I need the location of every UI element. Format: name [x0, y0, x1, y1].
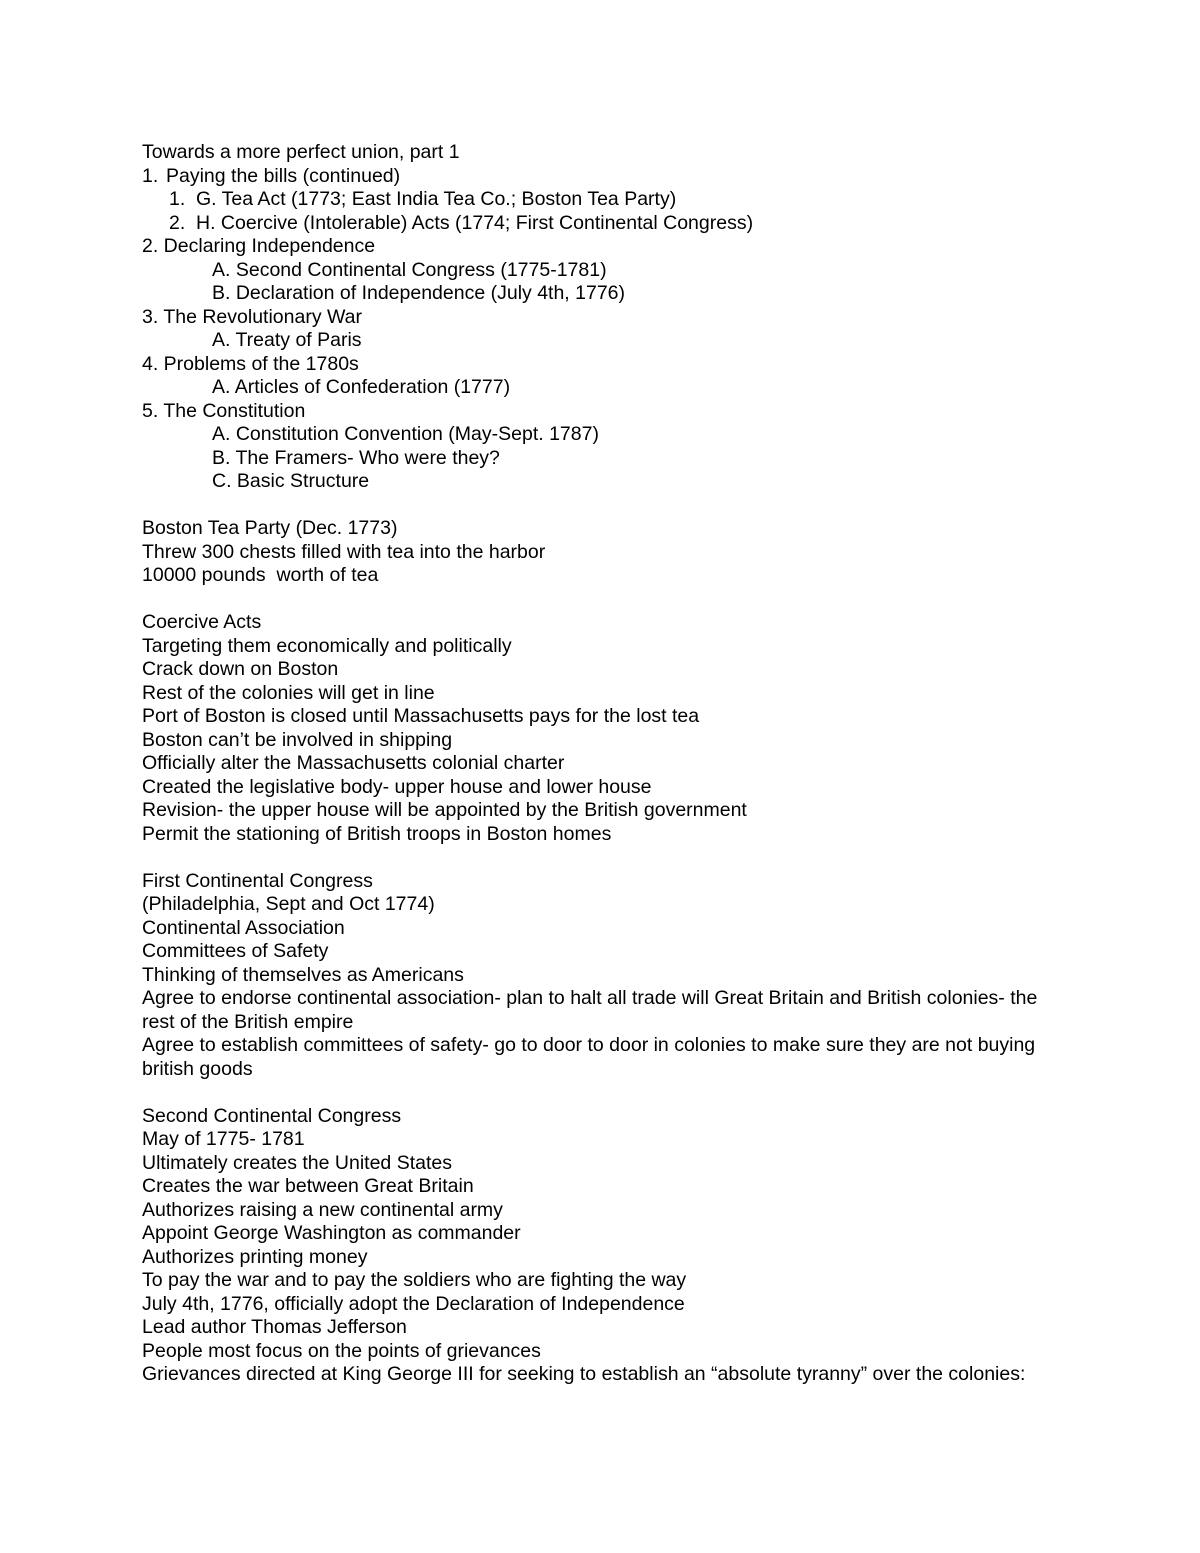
note-line: 10000 pounds worth of tea: [142, 564, 379, 586]
note-line: To pay the war and to pay the soldiers who are fighting the way: [142, 1269, 687, 1291]
section-heading-second-continental-congress: Second Continental Congress: [142, 1104, 402, 1127]
document-body: [142, 141, 1072, 1387]
note-line: Officially alter the Massachusetts colonial charter: [142, 752, 565, 774]
paragraph-gap: [142, 588, 1072, 612]
document-title: Towards a more perfect union, part 1: [142, 141, 460, 163]
section-heading-boston-tea-party: Boston Tea Party (Dec. 1773): [142, 517, 398, 539]
note-line: Authorizes printing money: [142, 1245, 368, 1268]
note-line: May of 1775- 1781: [142, 1128, 305, 1150]
outline-text: H. Coercive (Intolerable) Acts (1774; First Continental Congress): [196, 211, 754, 234]
paragraph-gap: [142, 846, 1072, 870]
outline-subitem: A. Constitution Convention (May-Sept. 1787): [212, 423, 599, 445]
outline-subitem: A. Articles of Confederation (1777): [212, 376, 511, 398]
note-line: Agree to endorse continental association- plan to halt all trade will Great Britain and British colonies- the rest of the British empire: [142, 987, 1038, 1033]
outline-subitem: A. Treaty of Paris: [212, 329, 362, 351]
paragraph-gap: [142, 494, 1072, 518]
note-line: Committees of Safety: [142, 940, 329, 962]
note-line: People most focus on the points of grievances: [142, 1339, 541, 1362]
note-line: Authorizes raising a new continental army: [142, 1198, 503, 1221]
note-line: Revision- the upper house will be appointed by the British government: [142, 799, 747, 821]
outline-item-1: [142, 165, 1072, 189]
note-line: Rest of the colonies will get in line: [142, 681, 435, 704]
note-line: Ultimately creates the United States: [142, 1151, 452, 1174]
note-line: Lead author Thomas Jefferson: [142, 1316, 407, 1338]
outline-subitem: C. Basic Structure: [212, 470, 370, 492]
paragraph-gap: [142, 1081, 1072, 1105]
outline-text: G. Tea Act (1773; East India Tea Co.; Boston Tea Party): [196, 188, 677, 210]
note-line: Boston can’t be involved in shipping: [142, 728, 453, 751]
note-line: Permit the stationing of British troops in Boston homes: [142, 822, 612, 845]
note-line: Creates the war between Great Britain: [142, 1175, 474, 1197]
outline-item-4: 4. Problems of the 1780s: [142, 352, 359, 375]
section-heading-coercive-acts: Coercive Acts: [142, 611, 262, 633]
note-line: Agree to establish committees of safety- go to door to door in colonies to make sure they are not buying british goods: [142, 1034, 1036, 1080]
note-line: Port of Boston is closed until Massachusetts pays for the lost tea: [142, 705, 700, 727]
outline-subitem: [142, 212, 1072, 236]
note-line: Continental Association: [142, 916, 345, 939]
note-line: Targeting them economically and politically: [142, 634, 512, 657]
outline-subitem: A. Second Continental Congress (1775-1781): [212, 258, 607, 281]
note-line: (Philadelphia, Sept and Oct 1774): [142, 893, 435, 915]
outline-number: 2.: [169, 211, 186, 234]
outline-number: 1.: [169, 188, 186, 210]
outline-subitem: [142, 188, 1072, 212]
note-line: Threw 300 chests filled with tea into the harbor: [142, 540, 546, 563]
note-line: Crack down on Boston: [142, 658, 339, 680]
outline-item-2: 2. Declaring Independence: [142, 235, 376, 257]
note-line: Grievances directed at King George III for seeking to establish an “absolute tyranny” over the colonies:: [142, 1363, 1026, 1385]
note-line: Thinking of themselves as Americans: [142, 963, 464, 986]
section-heading-first-continental-congress: First Continental Congress: [142, 869, 373, 892]
outline-item-3: 3. The Revolutionary War: [142, 305, 363, 328]
outline-number: 1.: [142, 164, 159, 187]
outline-subitem: B. The Framers- Who were they?: [212, 446, 500, 469]
outline-text: Paying the bills (continued): [166, 164, 401, 187]
note-line: Appoint George Washington as commander: [142, 1222, 521, 1244]
outline-item-5: 5. The Constitution: [142, 399, 306, 422]
outline-subitem: B. Declaration of Independence (July 4th, 1776): [212, 282, 626, 304]
note-line: July 4th, 1776, officially adopt the Declaration of Independence: [142, 1292, 685, 1315]
note-line: Created the legislative body- upper house and lower house: [142, 775, 652, 798]
